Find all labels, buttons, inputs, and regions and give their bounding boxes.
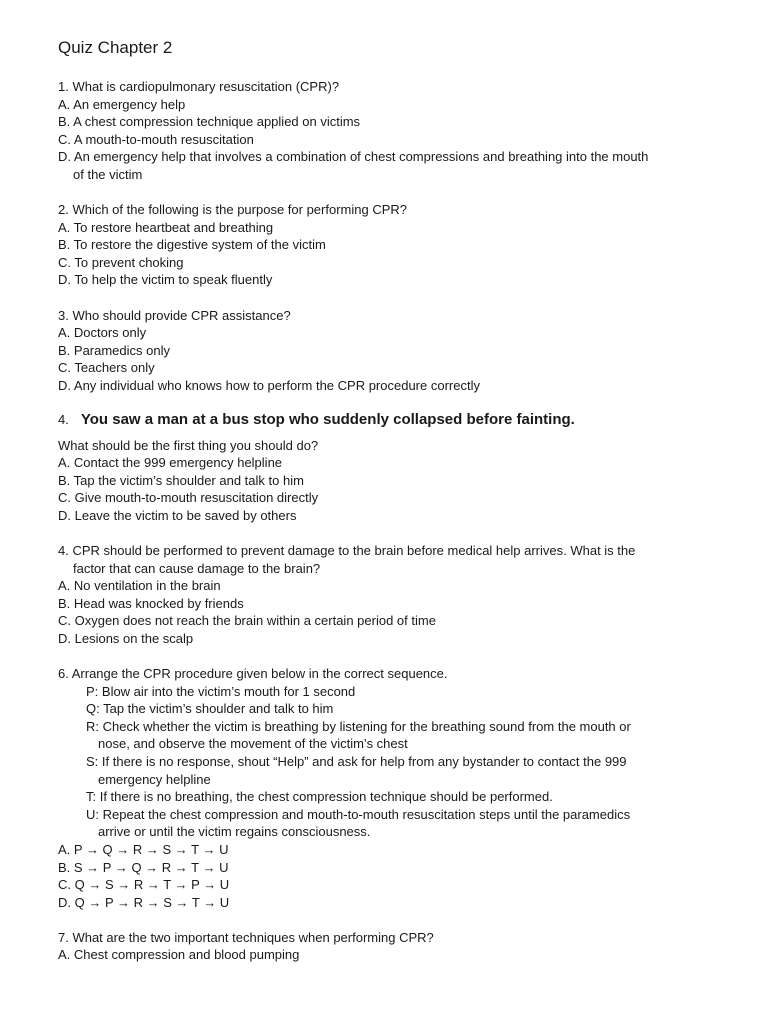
option-b: B. S → P → Q → R → T → U bbox=[58, 859, 229, 875]
option-b: B. A chest compression technique applied on victims bbox=[58, 114, 361, 130]
option-c: C. A mouth-to-mouth resuscitation bbox=[58, 131, 254, 147]
page-title: Quiz Chapter 2 bbox=[58, 38, 173, 57]
option-d: D. Any individual who knows how to perform the CPR procedure correctly bbox=[58, 377, 480, 393]
option-c: C. Q → S → R → T → P → U bbox=[58, 877, 230, 893]
step-s-continued: emergency helpline bbox=[98, 771, 211, 787]
step-p: P: Blow air into the victim’s mouth for 1 second bbox=[86, 683, 356, 699]
question-1 bbox=[58, 78, 738, 184]
question-text: What should be the first thing you should do? bbox=[58, 437, 319, 453]
question-text: 4. CPR should be performed to prevent damage to the brain before medical help arrives. What is the bbox=[58, 542, 636, 558]
quiz-page bbox=[58, 38, 738, 982]
option-a: A. An emergency help bbox=[58, 96, 186, 112]
question-text-continued: factor that can cause damage to the brain? bbox=[73, 560, 321, 576]
question-4-brain bbox=[58, 542, 738, 648]
option-b: B. To restore the digestive system of the victim bbox=[58, 237, 326, 253]
question-3 bbox=[58, 307, 738, 395]
question-text: 7. What are the two important techniques when performing CPR? bbox=[58, 929, 434, 945]
question-text: 2. Which of the following is the purpose for performing CPR? bbox=[58, 202, 408, 218]
option-c: C. To prevent choking bbox=[58, 254, 184, 270]
option-a: A. Doctors only bbox=[58, 325, 147, 341]
option-a: A. P → Q → R → S → T → U bbox=[58, 841, 229, 857]
step-u-continued: arrive or until the victim regains consciousness. bbox=[98, 824, 371, 840]
option-c: C. Teachers only bbox=[58, 360, 155, 376]
option-d: D. An emergency help that involves a combination of chest compressions and breathing into the mouth bbox=[58, 149, 649, 165]
question-4-scenario bbox=[58, 407, 738, 525]
question-7 bbox=[58, 929, 738, 964]
step-s: S: If there is no response, shout “Help” and ask for help from any bystander to contact the 999 bbox=[86, 754, 627, 769]
option-d-continued: of the victim bbox=[73, 166, 143, 182]
step-q: Q: Tap the victim’s shoulder and talk to him bbox=[86, 701, 334, 717]
option-a: A. Chest compression and blood pumping bbox=[58, 947, 300, 963]
step-r: R: Check whether the victim is breathing by listening for the breathing sound from the mouth or bbox=[86, 718, 631, 734]
option-b: B. Tap the victim’s shoulder and talk to him bbox=[58, 472, 304, 488]
question-number: 4. bbox=[58, 411, 69, 427]
question-text: 1. What is cardiopulmonary resuscitation (CPR)? bbox=[58, 79, 340, 94]
option-b: B. Paramedics only bbox=[58, 342, 170, 358]
option-c: C. Give mouth-to-mouth resuscitation directly bbox=[58, 490, 319, 506]
step-u: U: Repeat the chest compression and mouth-to-mouth resuscitation steps until the paramedics bbox=[86, 806, 631, 822]
option-a: A. No ventilation in the brain bbox=[58, 578, 221, 594]
option-c: C. Oxygen does not reach the brain within a certain period of time bbox=[58, 613, 436, 629]
option-b: B. Head was knocked by friends bbox=[58, 595, 244, 611]
option-d: D. Q → P → R → S → T → U bbox=[58, 894, 230, 910]
step-t: T: If there is no breathing, the chest compression technique should be performed. bbox=[86, 789, 553, 805]
step-r-continued: nose, and observe the movement of the victim’s chest bbox=[98, 736, 408, 752]
question-6 bbox=[58, 665, 738, 911]
option-d: D. Lesions on the scalp bbox=[58, 630, 194, 646]
option-a: A. To restore heartbeat and breathing bbox=[58, 219, 274, 235]
option-d: D. Leave the victim to be saved by others bbox=[58, 507, 297, 523]
question-2 bbox=[58, 201, 738, 289]
scenario-text: You saw a man at a bus stop who suddenly collapsed before fainting. bbox=[80, 410, 575, 428]
question-text: 3. Who should provide CPR assistance? bbox=[58, 307, 291, 323]
question-text: 6. Arrange the CPR procedure given below in the correct sequence. bbox=[58, 666, 448, 682]
scenario-heading bbox=[58, 407, 738, 433]
option-a: A. Contact the 999 emergency helpline bbox=[58, 455, 283, 471]
option-d: D. To help the victim to speak fluently bbox=[58, 272, 273, 288]
